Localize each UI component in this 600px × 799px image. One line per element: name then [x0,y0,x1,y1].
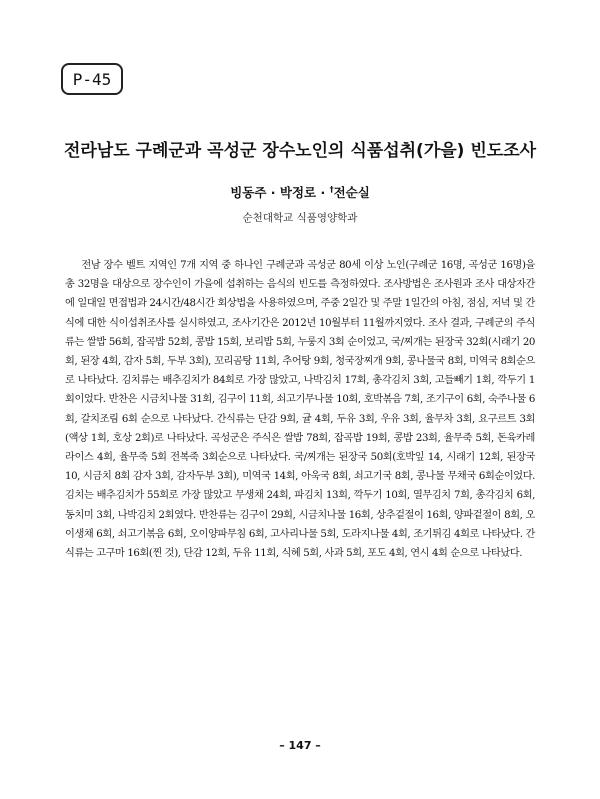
author-list [0,183,600,201]
corresponding-dagger: † [329,184,334,194]
author-names: 빙동주 · 박정로 · [230,185,330,200]
page-number: – 147 – [279,739,321,752]
poster-id-badge: P-45 [61,63,123,95]
affiliation: 순천대학교 식품영양학과 [242,212,358,224]
abstract-body: 전남 장수 벨트 지역인 7개 지역 중 하나인 구례군과 곡성군 80세 이상 노인(구례군 16명, 곡성군 16명)을 총 32명을 대상으로 장수인이 가을에 섭취하는 음식의 빈도를 측정하였다. 조사방법은 조사원과 조사 대상자간에 일대일 면접법과 24시간/48시간 회상법을 사용하였으며, 주중 2일간 및 주말 1일간의 아침, 점심, 저녁 및 간식에 대한 식이섭취조사를 실시하였고, 조사기간은 2012년 10월부터 11월까지였다. 조사 결과, 구례군의 주식류는 쌀밥 56회, 잡곡밥 52회, 콩밥 15회, 보리밥 5회, 누룽지 3회 순이었고, 국/찌개는 된장국 32회(시래기 20회, 된장 4회, 감자 5회, 두부 3회), 꼬리곰탕 11회, 추어탕 9회, 청국장찌개 9회, 콩나물국 8회, 미역국 8회순으로 나타났다. 김치류는 배추김치가 84회로 가장 많았고, 나박김치 17회, 총각김치 3회, 고들빼기 1회, 깍두기 1회이었다. 반찬은 시금치나물 31회, 김구이 11회, 쇠고기무나물 10회, 호박볶음 7회, 조기구이 6회, 숙주나물 6회, 갈치조림 6회 순으로 나타났다. 간식류는 단감 9회, 귤 4회, 두유 3회, 우유 3회, 율무차 3회, 요구르트 3회(액상 1회, 호상 2회)로 나타났다. 곡성군은 주식은 쌀밥 78회, 잡곡밥 19회, 콩밥 23회, 율무죽 5회, 돈육카레라이스 4회, 율무죽 5회 전복죽 3회순으로 나타났다. 국/찌개는 된장국 50회(호박잎 14, 시래기 12회, 된장국 10, 시금치 8회 감자 3회, 감자두부 3회), 미역국 14회, 아욱국 8회, 쇠고기국 8회, 콩나물 무채국 6회순이었다. 김치는 배추김치가 55회로 가장 많았고 무생채 24회, 파김치 13회, 깍두기 10회, 열무김치 7회, 총각김치 6회, 동치미 3회, 나박김치 2회였다. 반찬류는 김구이 29회, 시금치나물 16회, 상추겉절이 16회, 양파겉절이 8회, 오이생채 6회, 쇠고기볶음 6회, 오이양파무침 6회, 고사리나물 5회, 도라지나물 4회, 조기튀김 4회로 나타났다. 간식류는 고구마 16회(찐 것), 단감 12회, 두유 11회, 식혜 5회, 사과 5회, 포도 4회, 연시 4회 순으로 나타났다. [65,260,535,560]
corresponding-author: 전순실 [333,185,370,200]
paper-title: 전라남도 구례군과 곡성군 장수노인의 식품섭취(가을) 빈도조사 [63,141,537,161]
